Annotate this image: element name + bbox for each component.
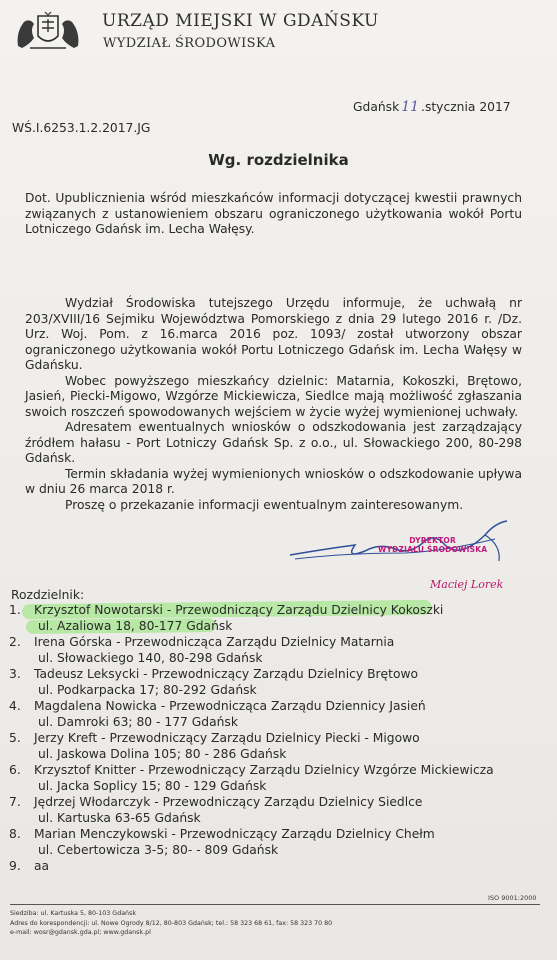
recipient-address: ul. Kartuska 63-65 Gdańsk (38, 811, 201, 825)
list-item (9, 858, 539, 890)
list-item (9, 602, 539, 634)
item-number: 6. (9, 763, 21, 777)
list-item (9, 762, 539, 794)
recipient-name: Krzysztof Knitter - Przewodniczący Zarządu Dzielnicy Wzgórze Mickiewicza (34, 763, 494, 777)
item-number: 8. (9, 827, 21, 841)
item-number: 3. (9, 667, 21, 681)
footer-address: Siedziba: ul. Kartuska 5, 80-103 Gdańsk (10, 910, 136, 917)
list-item (9, 730, 539, 762)
recipient-name: Irena Górska - Przewodnicząca Zarządu Dzielnicy Matarnia (34, 635, 395, 649)
recipient-address: ul. Jaskowa Dolina 105; 80 - 286 Gdańsk (38, 747, 287, 761)
recipient-address: ul. Azaliowa 18, 80-177 Gdańsk (38, 619, 233, 633)
signer-name: Maciej Lorek (430, 578, 504, 591)
recipient-name: Jędrzej Włodarczyk - Przewodniczący Zarządu Dzielnicy Siedlce (34, 795, 423, 809)
body-paragraph: Termin składania wyżej wymienionych wniosków o odszkodowanie upływa w dniu 26 marca 2018 r. (25, 466, 522, 496)
date-day-handwritten: 11 (401, 99, 420, 115)
footer-divider (10, 904, 540, 905)
recipient-name: aa (34, 859, 50, 873)
distribution-list (9, 602, 539, 890)
institution-name: URZĄD MIEJSKI W GDAŃSKU (102, 11, 379, 31)
item-number: 9. (9, 859, 21, 873)
reference-number: WŚ.I.6253.1.2.2017.JG (12, 121, 151, 135)
list-item (9, 698, 539, 730)
recipient-name: Tadeusz Leksycki - Przewodniczący Zarządu Dzielnicy Brętowo (34, 667, 419, 681)
recipient-name: Jerzy Kreft - Przewodniczący Zarządu Dzielnicy Piecki - Migowo (34, 731, 420, 745)
item-number: 2. (9, 635, 21, 649)
department-name: WYDZIAŁ ŚRODOWISKA (103, 36, 276, 51)
recipient-address: ul. Słowackiego 140, 80-298 Gdańsk (38, 651, 263, 665)
item-number: 4. (9, 699, 21, 713)
stamp-department: WYDZIAŁU ŚRODOWISKA (378, 545, 488, 554)
distribution-title: Rozdzielnik: (11, 588, 85, 602)
letter-footer (10, 909, 332, 938)
recipient-address: ul. Damroki 63; 80 - 177 Gdańsk (38, 715, 238, 729)
letter-heading: Wg. rozdzielnika (208, 151, 349, 169)
director-stamp (378, 536, 487, 554)
recipient-name: Marian Menczykowski - Przewodniczący Zarządu Dzielnicy Chełm (34, 827, 435, 841)
recipient-address: ul. Cebertowicza 3-5; 80- - 809 Gdańsk (38, 843, 279, 857)
list-item (9, 794, 539, 826)
body-paragraph: Proszę o przekazanie informacji ewentualnym zainteresowanym. (65, 497, 464, 512)
body-paragraph: Adresatem ewentualnych wniosków o odszkodowania jest zarządzający źródłem hałasu - Port Lotniczy Gdańsk Sp. z o.o., ul. Słowackiego 200, 80-298 Gdańsk. (25, 420, 522, 465)
list-item (9, 666, 539, 698)
recipient-name: Krzysztof Nowotarski - Przewodniczący Zarządu Dzielnicy Kokoszki (34, 603, 444, 617)
body-paragraph: Wydział Środowiska tutejszego Urzędu informuje, że uchwałą nr 203/XVIII/16 Sejmiku Województwa Pomorskiego z dnia 29 lutego 2016 r. /Dz. Urz. Woj. Pom. z 16.marca 2016 poz. 1093/ został utworzony obszar ograniczonego użytkowania wokół Portu Lotniczego Gdańsk im. Lecha Wałęsy w Gdańsku. (25, 296, 522, 372)
recipient-address: ul. Podkarpacka 17; 80-292 Gdańsk (38, 683, 257, 697)
item-number: 5. (9, 731, 21, 745)
date-place: Gdańsk (353, 100, 400, 114)
body-paragraph: Wobec powyższego mieszkańcy dzielnic: Matarnia, Kokoszki, Brętowo, Jasień, Piecki-Migowo, Wzgórze Mickiewicza, Siedlce mają możliwość zgłaszania swoich roszczeń spowodowanych wejściem w życie wyżej wymienionej uchwały. (25, 373, 522, 419)
letter-date (353, 100, 511, 116)
recipient-address: ul. Jacka Soplicy 15; 80 - 129 Gdańsk (38, 779, 267, 793)
list-item (9, 634, 539, 666)
letter-body (25, 296, 522, 513)
iso-certification: ISO 9001:2000 (488, 894, 537, 902)
gdansk-coat-of-arms-icon (12, 10, 84, 52)
list-item (9, 826, 539, 858)
date-month-year: .stycznia 2017 (421, 100, 511, 114)
item-number: 7. (9, 795, 21, 809)
stamp-title: DYREKTOR (409, 536, 456, 545)
footer-contact: e-mail: wosr@gdansk.gda.pl; www.gdansk.pl (10, 929, 151, 936)
footer-correspondence: Adres do korespondencji: ul. Nowe Ogrody 8/12, 80-803 Gdańsk; tel.: 58 323 68 61, fax: 58 323 70 80 (10, 919, 333, 927)
subject-line: Dot. Upublicznienia wśród mieszkańców informacji dotyczącej kwestii prawnych związanych z ustanowieniem obszaru ograniczonego użytkowania wokół Portu Lotniczego Gdańsk im. Lecha Wałęsy. (25, 191, 522, 236)
recipient-name: Magdalena Nowicka - Przewodnicząca Zarządu Dziennicy Jasień (34, 699, 426, 713)
item-number: 1. (9, 603, 21, 617)
